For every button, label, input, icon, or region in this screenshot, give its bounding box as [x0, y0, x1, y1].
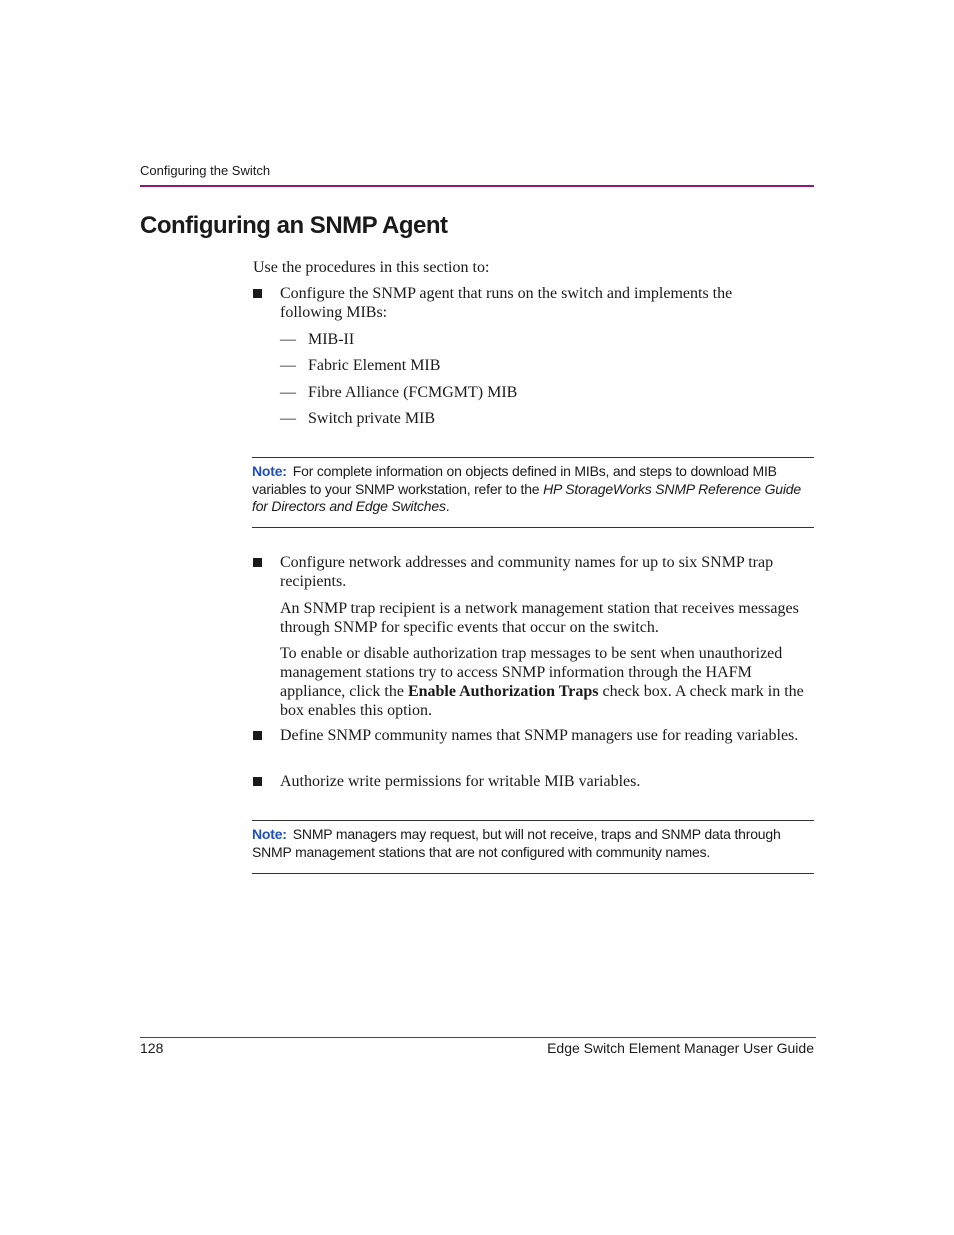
footer-rule	[140, 1037, 816, 1038]
note-bottom-rule	[252, 873, 814, 874]
paragraph-text: To enable or disable authorization trap messages to be sent when unauthorized management stations try to access SNMP information through the HAFM appliance, click the	[280, 645, 783, 700]
mib-name: MIB-II	[308, 331, 355, 348]
mib-name: Fabric Element MIB	[308, 357, 441, 374]
note-top-rule	[252, 820, 814, 821]
mib-name: Switch private MIB	[308, 410, 436, 427]
header-rule	[140, 185, 814, 187]
running-header: Configuring the Switch	[140, 163, 271, 178]
bullet-square-icon	[253, 777, 262, 786]
bullet-text: following MIBs:	[280, 304, 388, 321]
dash-icon: —	[280, 357, 296, 374]
bullet-text: Define SNMP community names that SNMP managers use for reading variables.	[280, 727, 799, 744]
bullet-square-icon	[253, 289, 262, 298]
note-text: For complete information on objects defined in MIBs, and steps to download MIB variables to your SNMP workstation, refer to the	[252, 463, 777, 497]
page-number: 128	[140, 1040, 164, 1056]
paragraph: An SNMP trap recipient is a network management station that receives messages through SNMP for specific events that occur on the switch.	[280, 600, 799, 636]
mib-name: Fibre Alliance (FCMGMT) MIB	[308, 384, 518, 401]
reference-guide-link: HP StorageWorks SNMP Reference Guide for Directors and Edge Switches	[252, 480, 801, 514]
dash-icon: —	[280, 331, 296, 348]
dash-icon: —	[280, 384, 296, 401]
note-box	[252, 826, 814, 861]
note-box	[252, 463, 814, 516]
note-bottom-rule	[252, 527, 814, 528]
bullet-square-icon	[253, 558, 262, 567]
note-text: .	[445, 498, 450, 514]
bullet-square-icon	[253, 731, 262, 740]
section-title: Configuring an SNMP Agent	[140, 212, 448, 239]
paragraph	[280, 644, 814, 720]
note-label: Note:	[252, 463, 287, 479]
note-top-rule	[252, 457, 814, 458]
intro-text: Use the procedures in this section to:	[253, 259, 490, 276]
bullet-text: Authorize write permissions for writable MIB variables.	[280, 773, 641, 790]
note-text: SNMP managers may request, but will not receive, traps and SNMP data through SNMP management stations that are not configured with community names.	[252, 826, 781, 860]
bullet-text: Configure the SNMP agent that runs on the switch and implements the	[280, 285, 733, 302]
paragraph-text: check box. A check mark in the box enables this option.	[280, 683, 804, 719]
ui-term: Enable Authorization Traps	[407, 683, 599, 700]
dash-icon: —	[280, 410, 296, 427]
note-label: Note:	[252, 826, 287, 842]
bullet-text: Configure network addresses and community names for up to six SNMP trap recipients.	[280, 554, 774, 590]
guide-title: Edge Switch Element Manager User Guide	[547, 1040, 814, 1056]
